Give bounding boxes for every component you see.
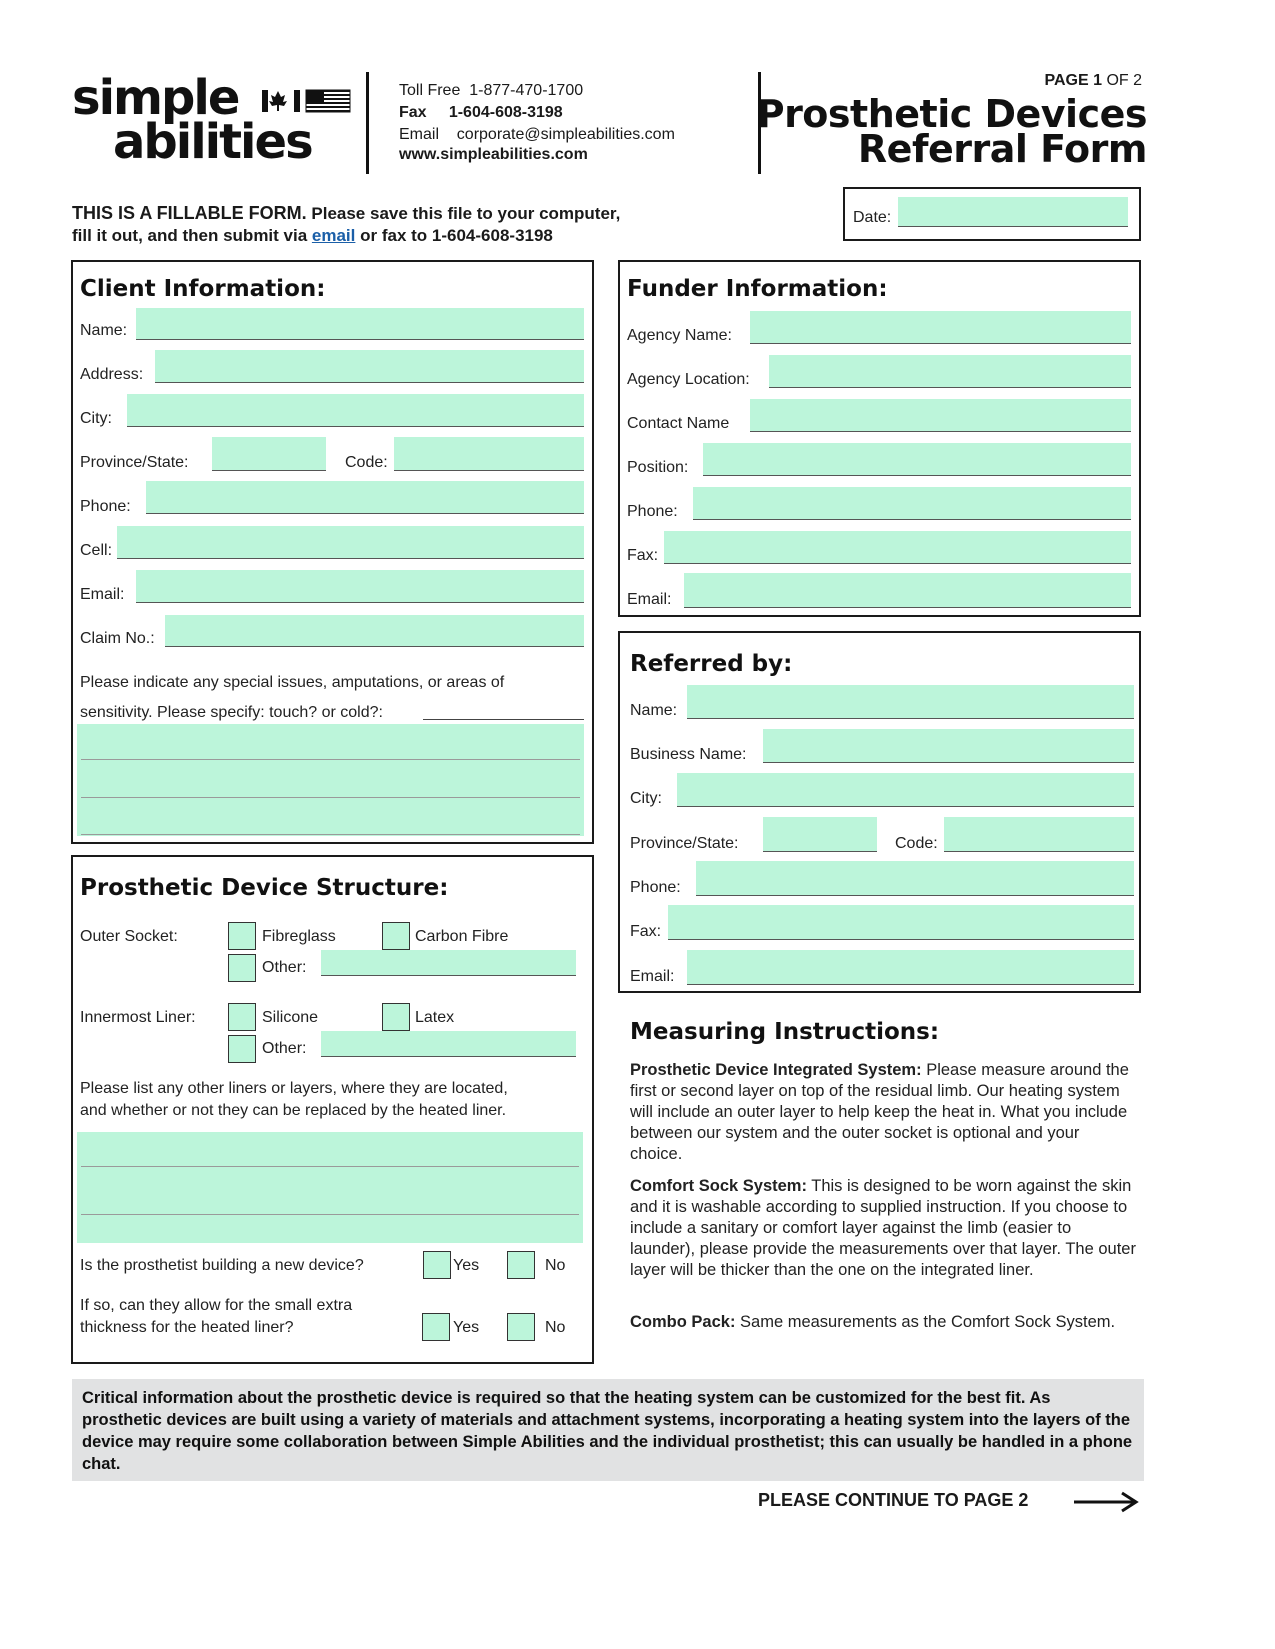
client-email-field[interactable] — [136, 570, 584, 603]
inner-other-checkbox[interactable] — [228, 1035, 256, 1063]
new-device-no-label: No — [545, 1257, 566, 1274]
client-phone-field[interactable] — [146, 481, 584, 514]
canada-flag-icon — [262, 90, 300, 112]
new-device-yes-checkbox[interactable] — [423, 1251, 451, 1279]
date-field[interactable] — [898, 197, 1128, 227]
inner-other-label: Other: — [262, 1040, 307, 1057]
new-device-yes-label: Yes — [453, 1257, 480, 1274]
usa-flag-icon — [306, 90, 350, 112]
client-issues-underline — [423, 719, 584, 720]
client-province-field[interactable] — [212, 437, 326, 471]
outer-other-label: Other: — [262, 959, 307, 976]
fibreglass-checkbox[interactable] — [228, 922, 256, 950]
referred-province-label: Province/State: — [630, 835, 739, 852]
latex-checkbox[interactable] — [382, 1003, 410, 1031]
funder-phone-label: Phone: — [627, 503, 678, 520]
referred-phone-label: Phone: — [630, 879, 681, 896]
header-divider-left — [366, 72, 369, 174]
logo-flags — [262, 88, 352, 114]
measuring-comfort-sock-paragraph: Comfort Sock System: This is designed to be worn against the skin and it is washable according to supplied instruction. If you choose to include a sanitary or comfort layer against the limb (easier to launder), please provide the measurements over that layer. The outer layer will be thicker than the one on the integrated liner. — [630, 1177, 1136, 1279]
referred-name-field[interactable] — [687, 685, 1134, 719]
referred-by-title: Referred by: — [630, 651, 793, 677]
client-info-title: Client Information: — [80, 276, 326, 302]
funder-phone-field[interactable] — [693, 487, 1131, 520]
client-issues-textarea[interactable] — [77, 724, 584, 836]
funder-info-title: Funder Information: — [627, 276, 888, 302]
carbon-fibre-label: Carbon Fibre — [415, 928, 509, 945]
extra-thickness-no-label: No — [545, 1319, 566, 1336]
form-title-line1: Prosthetic Devices — [756, 92, 1147, 136]
funder-fax-label: Fax: — [627, 547, 659, 564]
referred-business-field[interactable] — [763, 729, 1134, 763]
contact-fax: Fax 1-604-608-3198 — [399, 104, 563, 121]
client-city-field[interactable] — [127, 394, 584, 427]
inner-other-field[interactable] — [321, 1031, 576, 1057]
device-structure-title: Prosthetic Device Structure: — [80, 875, 449, 901]
referred-city-field[interactable] — [677, 773, 1134, 807]
extra-thickness-question-1: If so, can they allow for the small extra — [80, 1297, 353, 1314]
measuring-combo-pack-paragraph: Combo Pack: Same measurements as the Comfort Sock System. — [630, 1313, 1116, 1331]
funder-email-label: Email: — [627, 591, 672, 608]
funder-contact-name-label: Contact Name — [627, 415, 730, 432]
referred-code-label: Code: — [895, 835, 938, 852]
email-link[interactable]: email — [311, 226, 356, 245]
funder-agency-location-field[interactable] — [769, 355, 1131, 388]
referred-fax-label: Fax: — [630, 923, 662, 940]
client-issues-label-1: Please indicate any special issues, amputations, or areas of — [80, 674, 505, 691]
referred-email-label: Email: — [630, 968, 675, 985]
contact-website[interactable]: www.simpleabilities.com — [399, 146, 588, 163]
extra-thickness-yes-checkbox[interactable] — [422, 1313, 450, 1341]
date-label: Date: — [853, 209, 892, 226]
client-phone-label: Phone: — [80, 498, 131, 515]
other-liners-prompt-1: Please list any other liners or layers, where they are located, — [80, 1080, 508, 1097]
outer-other-checkbox[interactable] — [228, 954, 256, 982]
contact-email: Email corporate@simpleabilities.com — [399, 126, 675, 143]
funder-agency-name-field[interactable] — [750, 311, 1131, 344]
other-liners-prompt-2: and whether or not they can be replaced by the heated liner. — [80, 1102, 507, 1119]
referred-province-field[interactable] — [763, 817, 877, 852]
referred-code-field[interactable] — [944, 817, 1134, 852]
client-claim-label: Claim No.: — [80, 630, 155, 647]
logo-word-abilities: abilities — [113, 114, 312, 170]
page-indicator: PAGE 1 OF 2 — [1044, 72, 1142, 89]
referred-city-label: City: — [630, 790, 662, 807]
extra-thickness-question-2: thickness for the heated liner? — [80, 1319, 294, 1336]
outer-other-field[interactable] — [321, 950, 576, 976]
measuring-title: Measuring Instructions: — [630, 1019, 940, 1045]
funder-position-field[interactable] — [703, 443, 1131, 476]
carbon-fibre-checkbox[interactable] — [382, 922, 410, 950]
funder-fax-field[interactable] — [664, 531, 1131, 564]
new-device-no-checkbox[interactable] — [507, 1251, 535, 1279]
referred-fax-field[interactable] — [668, 905, 1134, 940]
new-device-question: Is the prosthetist building a new device? — [80, 1257, 364, 1274]
inner-liner-label: Innermost Liner: — [80, 1009, 196, 1026]
referred-email-field[interactable] — [687, 950, 1134, 985]
client-address-label: Address: — [80, 366, 144, 383]
logo-word-simple: simple — [72, 70, 239, 126]
funder-agency-name-label: Agency Name: — [627, 327, 732, 344]
extra-thickness-yes-label: Yes — [453, 1319, 480, 1336]
funder-position-label: Position: — [627, 459, 689, 476]
client-name-label: Name: — [80, 322, 128, 339]
referred-phone-field[interactable] — [696, 861, 1134, 896]
client-cell-field[interactable] — [117, 526, 584, 559]
client-code-label: Code: — [345, 454, 388, 471]
outer-socket-label: Outer Socket: — [80, 928, 178, 945]
latex-label: Latex — [415, 1009, 455, 1026]
funder-contact-name-field[interactable] — [750, 399, 1131, 432]
client-name-field[interactable] — [136, 308, 584, 340]
measuring-integrated-paragraph: Prosthetic Device Integrated System: Please measure around the first or second layer on top of the residual limb. Our heating system will include an outer layer to help keep the heat in. What you include between our system and the outer socket is optional and your choice. — [630, 1061, 1129, 1163]
silicone-checkbox[interactable] — [228, 1003, 256, 1031]
client-issues-label-2: sensitivity. Please specify: touch? or cold?: — [80, 704, 383, 721]
silicone-label: Silicone — [262, 1009, 319, 1026]
other-liners-textarea[interactable] — [77, 1132, 583, 1243]
client-address-field[interactable] — [155, 350, 584, 383]
client-cell-label: Cell: — [80, 542, 113, 559]
client-province-label: Province/State: — [80, 454, 189, 471]
client-code-field[interactable] — [394, 437, 584, 471]
critical-info-note: Critical information about the prosthetic device is required so that the heating system can be customized for the best fit. As prosthetic devices are built using a variety of materials and attachment systems, incorporating a heating system into the layers of the device may require some collaboration between Simple Abilities and the individual prosthetist; this can usually be handled in a phone chat. — [72, 1379, 1144, 1481]
client-claim-field[interactable] — [165, 615, 584, 647]
contact-toll-free: Toll Free 1-877-470-1700 — [399, 82, 584, 99]
extra-thickness-no-checkbox[interactable] — [507, 1313, 535, 1341]
referred-business-label: Business Name: — [630, 746, 747, 763]
client-email-label: Email: — [80, 586, 125, 603]
form-title-line2: Referral Form — [857, 127, 1147, 171]
funder-agency-location-label: Agency Location: — [627, 371, 750, 388]
continue-to-page-2: PLEASE CONTINUE TO PAGE 2 — [758, 1490, 1029, 1510]
arrow-right-icon — [1074, 1490, 1140, 1514]
fillable-form-notice: THIS IS A FILLABLE FORM. Please save this file to your computer, fill it out, and then submit via email or fax to 1-604-608-3198 — [72, 203, 621, 245]
referred-name-label: Name: — [630, 702, 678, 719]
fibreglass-label: Fibreglass — [262, 928, 336, 945]
client-city-label: City: — [80, 410, 112, 427]
funder-email-field[interactable] — [684, 573, 1131, 608]
